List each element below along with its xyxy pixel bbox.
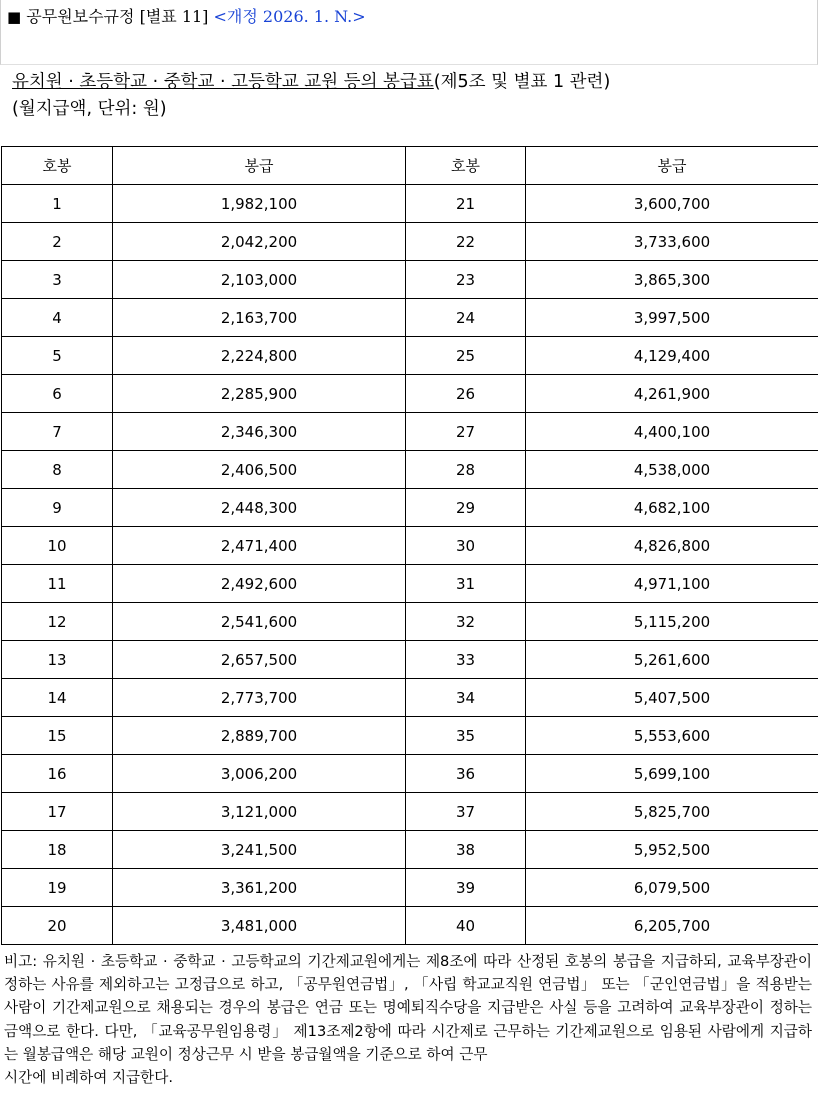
- salary-cell: 5,825,700: [526, 793, 818, 831]
- salary-cell: 2,285,900: [113, 375, 406, 413]
- salary-cell: 2,492,600: [113, 565, 406, 603]
- table-row: [2, 337, 818, 375]
- step-cell: 30: [406, 527, 526, 565]
- step-cell: 29: [406, 489, 526, 527]
- column-header-step: 호봉: [406, 147, 526, 185]
- table-row: [2, 527, 818, 565]
- salary-cell: 5,699,100: [526, 755, 818, 793]
- table-row: [2, 299, 818, 337]
- salary-cell: 2,889,700: [113, 717, 406, 755]
- table-header-row: [2, 147, 818, 185]
- salary-cell: 2,042,200: [113, 223, 406, 261]
- salary-cell: 6,205,700: [526, 907, 818, 945]
- step-cell: 10: [2, 527, 113, 565]
- salary-cell: 3,481,000: [113, 907, 406, 945]
- table-row: [2, 679, 818, 717]
- step-cell: 25: [406, 337, 526, 375]
- salary-cell: 4,129,400: [526, 337, 818, 375]
- salary-cell: 3,997,500: [526, 299, 818, 337]
- table-row: [2, 451, 818, 489]
- table-row: [2, 375, 818, 413]
- step-cell: 6: [2, 375, 113, 413]
- step-cell: 14: [2, 679, 113, 717]
- step-cell: 3: [2, 261, 113, 299]
- revision-note: <개정 2026. 1. N.>: [213, 7, 366, 26]
- step-cell: 36: [406, 755, 526, 793]
- step-cell: 23: [406, 261, 526, 299]
- salary-cell: 6,079,500: [526, 869, 818, 907]
- salary-cell: 3,121,000: [113, 793, 406, 831]
- salary-cell: 2,103,000: [113, 261, 406, 299]
- step-cell: 20: [2, 907, 113, 945]
- salary-cell: 2,541,600: [113, 603, 406, 641]
- step-cell: 21: [406, 185, 526, 223]
- salary-cell: 4,971,100: [526, 565, 818, 603]
- table-row: [2, 413, 818, 451]
- step-cell: 27: [406, 413, 526, 451]
- salary-cell: 4,261,900: [526, 375, 818, 413]
- step-cell: 31: [406, 565, 526, 603]
- appendix-reference: [별표 11]: [139, 7, 209, 26]
- unit-note: (월지급액, 단위: 원): [12, 99, 167, 119]
- salary-cell: 3,241,500: [113, 831, 406, 869]
- step-cell: 7: [2, 413, 113, 451]
- table-row: [2, 603, 818, 641]
- salary-cell: 2,163,700: [113, 299, 406, 337]
- salary-cell: 5,407,500: [526, 679, 818, 717]
- remarks-note: [4, 950, 812, 1089]
- step-cell: 16: [2, 755, 113, 793]
- table-row: [2, 261, 818, 299]
- table-row: [2, 869, 818, 907]
- step-cell: 17: [2, 793, 113, 831]
- square-bullet-icon: ■: [7, 8, 22, 26]
- salary-cell: 1,982,100: [113, 185, 406, 223]
- step-cell: 33: [406, 641, 526, 679]
- document-title: [12, 68, 610, 93]
- salary-cell: 4,400,100: [526, 413, 818, 451]
- salary-cell: 5,952,500: [526, 831, 818, 869]
- step-cell: 2: [2, 223, 113, 261]
- step-cell: 15: [2, 717, 113, 755]
- column-header-salary: 봉급: [113, 147, 406, 185]
- column-header-salary: 봉급: [526, 147, 818, 185]
- step-cell: 32: [406, 603, 526, 641]
- table-row: [2, 489, 818, 527]
- table-row: [2, 831, 818, 869]
- step-cell: 26: [406, 375, 526, 413]
- step-cell: 18: [2, 831, 113, 869]
- salary-cell: 5,261,600: [526, 641, 818, 679]
- step-cell: 22: [406, 223, 526, 261]
- step-cell: 8: [2, 451, 113, 489]
- remarks-text-continued: 시간에 비례하여 지급한다.: [4, 1069, 173, 1087]
- header-line: [7, 4, 366, 27]
- salary-cell: 2,224,800: [113, 337, 406, 375]
- step-cell: 5: [2, 337, 113, 375]
- salary-cell: 3,361,200: [113, 869, 406, 907]
- step-cell: 38: [406, 831, 526, 869]
- salary-cell: 3,865,300: [526, 261, 818, 299]
- salary-cell: 4,538,000: [526, 451, 818, 489]
- table-row: [2, 907, 818, 945]
- table-row: [2, 185, 818, 223]
- title-underlined: 유치원 · 초등학교 · 중학교 · 고등학교 교원 등의 봉급표: [12, 72, 434, 92]
- salary-cell: 3,006,200: [113, 755, 406, 793]
- step-cell: 12: [2, 603, 113, 641]
- step-cell: 35: [406, 717, 526, 755]
- step-cell: 39: [406, 869, 526, 907]
- salary-cell: 2,448,300: [113, 489, 406, 527]
- step-cell: 1: [2, 185, 113, 223]
- column-header-step: 호봉: [2, 147, 113, 185]
- regulation-header: [0, 0, 818, 65]
- step-cell: 34: [406, 679, 526, 717]
- table-row: [2, 793, 818, 831]
- title-rest: (제5조 및 별표 1 관련): [433, 72, 611, 92]
- salary-cell: 2,346,300: [113, 413, 406, 451]
- step-cell: 40: [406, 907, 526, 945]
- salary-cell: 5,115,200: [526, 603, 818, 641]
- salary-cell: 2,471,400: [113, 527, 406, 565]
- salary-cell: 5,553,600: [526, 717, 818, 755]
- salary-cell: 2,773,700: [113, 679, 406, 717]
- table-row: [2, 755, 818, 793]
- regulation-name: 공무원보수규정: [26, 7, 135, 26]
- step-cell: 19: [2, 869, 113, 907]
- salary-cell: 3,733,600: [526, 223, 818, 261]
- salary-cell: 4,682,100: [526, 489, 818, 527]
- step-cell: 24: [406, 299, 526, 337]
- step-cell: 9: [2, 489, 113, 527]
- salary-table: [1, 146, 818, 945]
- table-row: [2, 223, 818, 261]
- salary-cell: 2,406,500: [113, 451, 406, 489]
- step-cell: 11: [2, 565, 113, 603]
- step-cell: 4: [2, 299, 113, 337]
- step-cell: 37: [406, 793, 526, 831]
- salary-cell: 4,826,800: [526, 527, 818, 565]
- remarks-text: 비고: 유치원 · 초등학교 · 중학교 · 고등학교의 기간제교원에게는 제8조에 따라 산정된 호봉의 봉급을 지급하되, 교육부장관이 정하는 사유를 제외하고는 고정급으로 하고, 「공무원연금법」, 「사립 학교교직원 연금법」 또는 「군인연금법」을 적용받는 사람이 기간제교원으로 채용되는 경우의 봉급은 연금 또는 명예퇴직수당을 지급받은 사실 등을 고려하여 교육부장관이 정하는 금액으로 한다. 다만, 「교육공무원임용령」 제13조제2항에 따라 시간제로 근무하는 기간제교원으로 임용된 사람에게 지급하는 월봉급액은 해당 교원이 정상근무 시 받을 봉급월액을 기준으로 하여 근무: [4, 953, 812, 1063]
- step-cell: 28: [406, 451, 526, 489]
- table-row: [2, 717, 818, 755]
- salary-cell: 2,657,500: [113, 641, 406, 679]
- table-row: [2, 565, 818, 603]
- step-cell: 13: [2, 641, 113, 679]
- table-row: [2, 641, 818, 679]
- salary-cell: 3,600,700: [526, 185, 818, 223]
